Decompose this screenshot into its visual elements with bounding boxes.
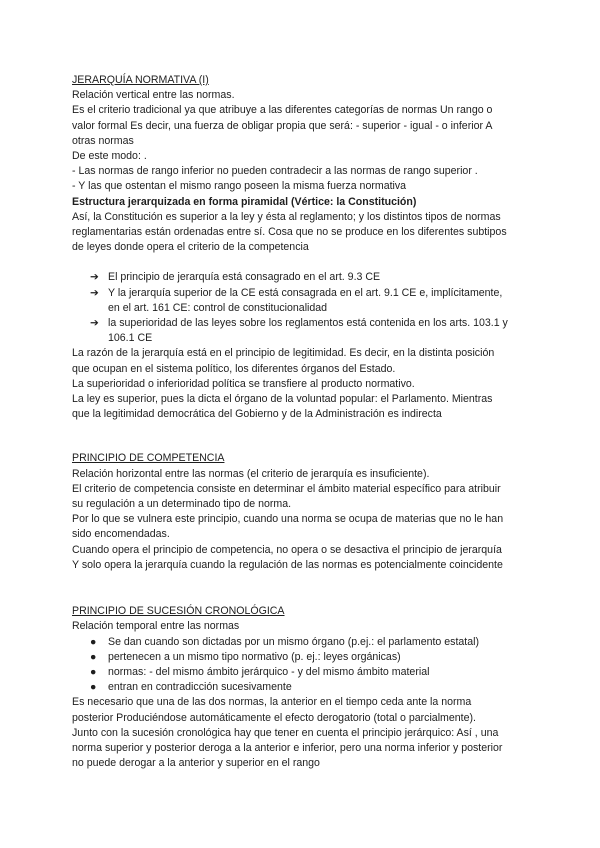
text-line: que la legitimidad democrática del Gobierno y de la Administración es indirecta xyxy=(72,408,442,421)
text-line: que ocupan en el sistema político, los diferentes órganos del Estado. xyxy=(72,362,396,375)
text-line: sido encomendadas. xyxy=(72,528,170,541)
text-line: La ley es superior, pues la dicta el órgano de la voluntad popular: el Parlamento. Mientras xyxy=(72,393,493,406)
list-item-text: Y la jerarquía superior de la CE está consagrada en el art. 9.1 CE e, implícitamente, xyxy=(108,286,503,299)
arrow-icon: ➔ xyxy=(90,271,99,284)
arrow-icon: ➔ xyxy=(90,317,99,330)
bullet-icon: ● xyxy=(90,681,97,694)
text-line: Relación horizontal entre las normas (el criterio de jerarquía es insuficiente). xyxy=(72,467,430,480)
document-page xyxy=(72,73,532,771)
bullet-icon: ● xyxy=(90,635,97,648)
text-line: La superioridad o inferioridad política se transfiere al producto normativo. xyxy=(72,377,415,390)
list-item-text: El principio de jerarquía está consagrado en el art. 9.3 CE xyxy=(108,271,381,284)
text-line: - Y las que ostentan el mismo rango poseen la misma fuerza normativa xyxy=(72,180,407,193)
arrow-list-item xyxy=(72,316,532,346)
text-line: El criterio de competencia consiste en determinar el ámbito material específico para atribuir xyxy=(72,482,501,495)
text-line: no puede derogar a la anterior y superior en el rango xyxy=(72,757,320,770)
arrow-list-item xyxy=(72,286,532,316)
list-item-text: 106.1 CE xyxy=(108,332,153,345)
text-line: norma superior y posterior deroga a la anterior e inferior, pero una norma inferior y posterior xyxy=(72,741,503,754)
bold-subheading: Estructura jerarquizada en forma piramidal (Vértice: la Constitución) xyxy=(72,195,417,208)
text-line: Cuando opera el principio de competencia, no opera o se desactiva el principio de jerarquía xyxy=(72,543,502,556)
arrow-list-item xyxy=(72,270,532,285)
list-item-text: la superioridad de las leyes sobre los reglamentos está contenida en los arts. 103.1 y xyxy=(108,317,508,330)
text-line: La razón de la jerarquía está en el principio de legitimidad. Es decir, en la distinta posición xyxy=(72,347,495,360)
text-line: De este modo: . xyxy=(72,150,147,163)
bullet-list xyxy=(72,635,532,696)
list-item-text: Se dan cuando son dictadas por un mismo órgano (p.ej.: el parlamento estatal) xyxy=(108,635,479,648)
text-line: posterior Produciéndose automáticamente el efecto derogatorio (total o parcialmente). xyxy=(72,711,476,724)
text-line: reglamentarias están ordenadas entre sí. Cosa que no se produce en los diferentes subtipos xyxy=(72,226,507,239)
list-item-text: entran en contradicción sucesivamente xyxy=(108,681,292,694)
text-line: Junto con la sucesión cronológica hay que tener en cuenta el principio jerárquico: Así , una xyxy=(72,726,499,739)
bullet-icon: ● xyxy=(90,650,97,663)
bullet-list-item xyxy=(72,650,532,665)
text-line: Por lo que se vulnera este principio, cuando una norma se ocupa de materias que no le han xyxy=(72,513,504,526)
text-line: Así, la Constitución es superior a la ley y ésta al reglamento; y los distintos tipos de normas xyxy=(72,210,501,223)
text-line: Es necesario que una de las dos normas, la anterior en el tiempo ceda ante la norma xyxy=(72,696,472,709)
bullet-list-item xyxy=(72,635,532,650)
bullet-list-item xyxy=(72,680,532,695)
text-line: otras normas xyxy=(72,134,134,147)
text-line: de leyes donde opera el criterio de la competencia xyxy=(72,241,309,254)
arrow-icon: ➔ xyxy=(90,286,99,299)
arrow-list xyxy=(72,270,532,346)
text-line: - Las normas de rango inferior no pueden contradecir a las normas de rango superior . xyxy=(72,165,478,178)
text-line: Es el criterio tradicional ya que atribuye a las diferentes categorías de normas Un rango o xyxy=(72,104,493,117)
text-line: su regulación a un determinado tipo de norma. xyxy=(72,498,292,511)
text-line: Y solo opera la jerarquía cuando la regulación de las normas es potencialmente coincidente xyxy=(72,558,503,571)
bullet-icon: ● xyxy=(90,665,97,678)
bullet-list-item xyxy=(72,665,532,680)
list-item-text: pertenecen a un mismo tipo normativo (p. ej.: leyes orgánicas) xyxy=(108,650,401,663)
list-item-text: normas: - del mismo ámbito jerárquico - y del mismo ámbito material xyxy=(108,665,430,678)
section-heading-jerarquia: JERARQUÍA NORMATIVA (I) xyxy=(72,74,209,86)
text-line: valor formal Es decir, una fuerza de obligar propia que será: - superior - igual - o inferior A xyxy=(72,119,493,132)
text-line: Relación vertical entre las normas. xyxy=(72,89,235,102)
list-item-text: en el art. 161 CE: control de constitucionalidad xyxy=(108,301,328,314)
section-heading-sucesion: PRINCIPIO DE SUCESIÓN CRONOLÓGICA xyxy=(72,605,285,618)
text-line: Relación temporal entre las normas xyxy=(72,620,240,633)
section-heading-competencia: PRINCIPIO DE COMPETENCIA xyxy=(72,452,225,465)
